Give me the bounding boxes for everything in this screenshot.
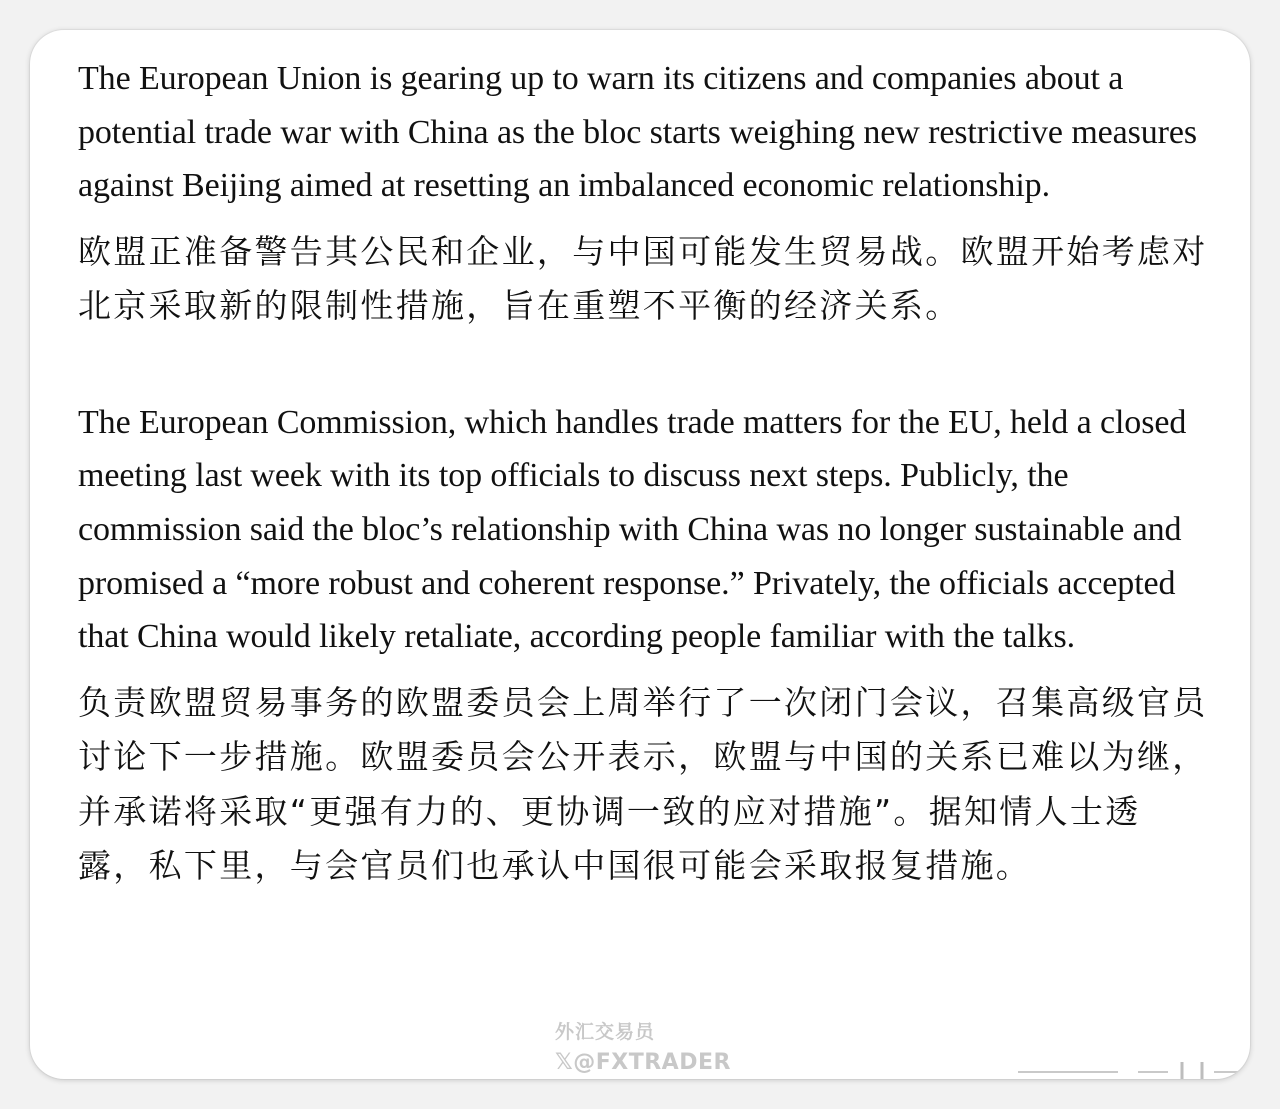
paragraph-2-english: The European Commission, which handles trade matters for the EU, held a closed meeting last week with its top officials to discuss next steps. Publicly, the commission said the bloc’s relationship with China was no longer sustainable and promised a “more robust and coherent response.” Privately, the officials accepted that China would likely retaliate, according people familiar with the talks.: [78, 403, 1187, 656]
article-body: [78, 52, 1208, 894]
watermark-name: 外汇交易员: [555, 1021, 656, 1043]
paragraph-2-chinese: 负责欧盟贸易事务的欧盟委员会上周举行了一次闭门会议，召集高级官员讨论下一步措施。欧盟委员会公开表示，欧盟与中国的关系已难以为继，并承诺将采取“更强有力的、更协调一致的应对措施”。据知情人士透露，私下里，与会官员们也承认中国很可能会采取报复措施。: [78, 682, 1208, 886]
paragraph-1-english: The European Union is gearing up to warn its citizens and companies about a potential trade war with China as the bloc starts weighing new restrictive measures against Beijing aimed at resetting an imbalanced economic relationship.: [78, 60, 1198, 205]
article-card: [30, 30, 1250, 1079]
watermark-handle: 𝕏@FXTRADER: [555, 1050, 731, 1075]
paragraph-1-chinese: 欧盟正准备警告其公民和企业，与中国可能发生贸易战。欧盟开始考虑对北京采取新的限制性措施，旨在重塑不平衡的经济关系。: [78, 231, 1208, 326]
page-indicator-icon: [1018, 1060, 1248, 1079]
watermark: [555, 1020, 731, 1078]
